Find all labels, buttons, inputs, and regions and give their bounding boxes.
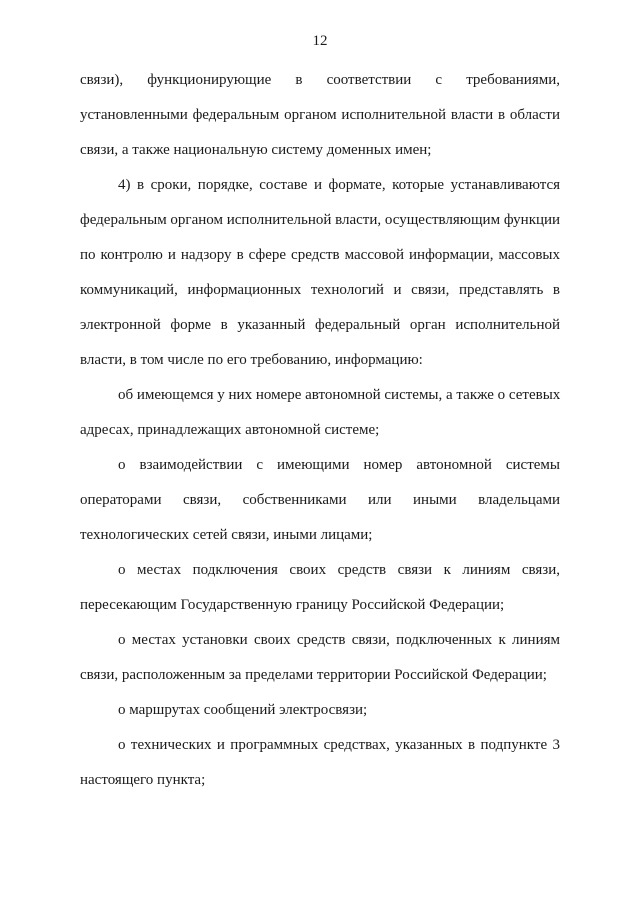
text-line: связи, расположенным за пределами территории Российской Федерации;: [80, 667, 547, 683]
text-line: по контролю и надзору в сфере средств массовой информации, массовых: [80, 247, 560, 263]
text-line: пересекающим Государственную границу Российской Федерации;: [80, 597, 505, 613]
text-line: о местах установки своих средств связи, подключенных к линиям: [118, 632, 560, 648]
text-line: 4) в сроки, порядке, составе и формате, которые устанавливаются: [118, 177, 560, 193]
text-line: о технических и программных средствах, указанных в подпункте 3: [118, 737, 560, 753]
text-line: операторами связи, собственниками или иными владельцами: [80, 492, 560, 508]
text-line: электронной форме в указанный федеральный орган исполнительной: [80, 317, 560, 333]
text-line: установленными федеральным органом исполнительной власти в области: [80, 107, 560, 123]
text-line: об имеющемся у них номере автономной системы, а также о сетевых: [118, 387, 561, 403]
page-number: 12: [312, 33, 328, 49]
text-line: о взаимодействии с имеющими номер автономной системы: [118, 457, 560, 473]
text-line: о маршрутах сообщений электросвязи;: [118, 702, 368, 718]
text-line: власти, в том числе по его требованию, информацию:: [80, 352, 423, 368]
text-line: технологических сетей связи, иными лицами;: [80, 527, 373, 543]
text-line: настоящего пункта;: [80, 772, 206, 788]
text-line: связи, а также национальную систему доменных имен;: [80, 142, 432, 158]
text-line: федеральным органом исполнительной власти, осуществляющим функции: [80, 212, 561, 228]
text-line: о местах подключения своих средств связи к линиям связи,: [118, 562, 560, 578]
text-line: связи), функционирующие в соответствии с требованиями,: [80, 72, 560, 88]
text-line: адресах, принадлежащих автономной системе;: [80, 422, 380, 438]
text-line: коммуникаций, информационных технологий и связи, представлять в: [80, 282, 560, 298]
